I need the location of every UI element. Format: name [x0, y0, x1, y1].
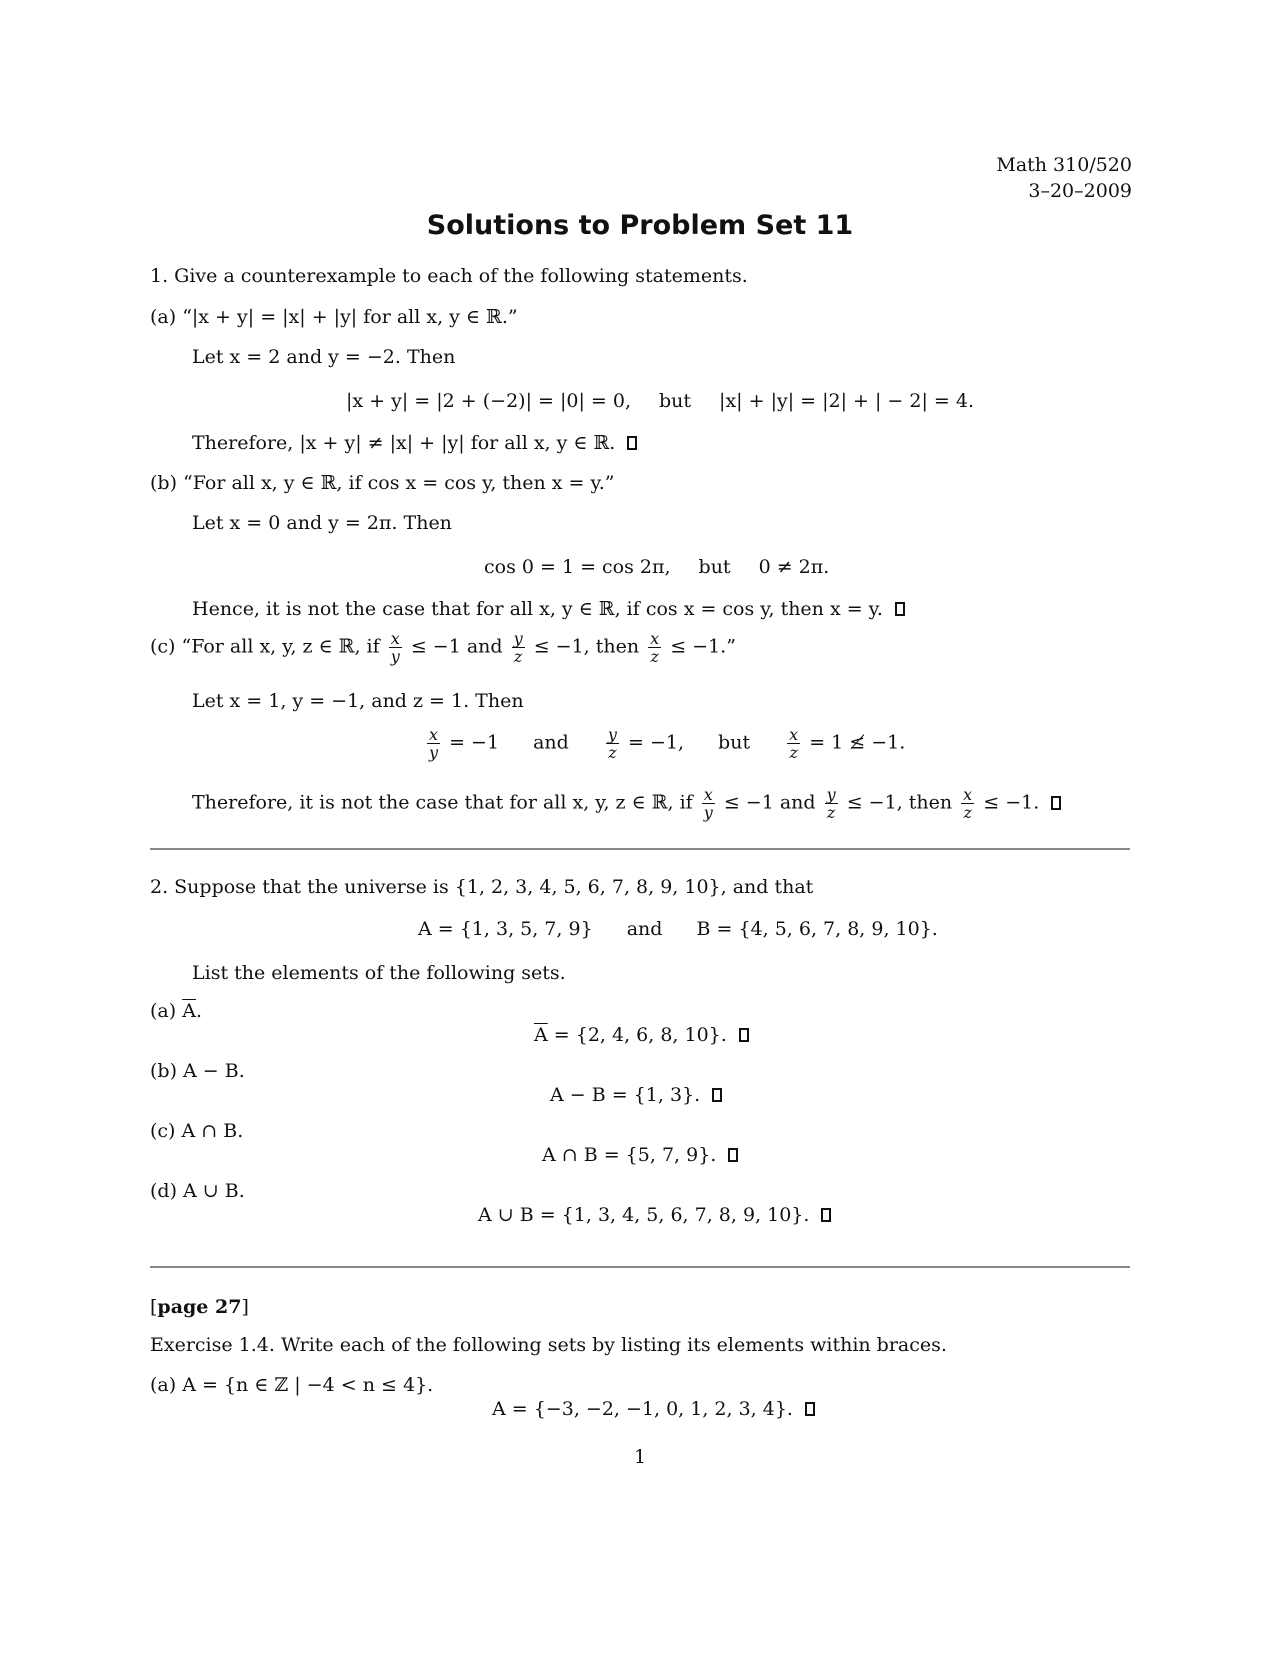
conclusion-mid1: ≤ −1 and: [723, 791, 816, 814]
qed-icon: [739, 1028, 749, 1042]
fraction-x-over-y: $\frac{x}{y}$: [390, 629, 400, 666]
problem-1b-conclusion: [192, 598, 905, 620]
display-and: and: [533, 731, 569, 754]
answer-rest: = {2, 4, 6, 8, 10}.: [547, 1024, 727, 1046]
problem-1c-let: Let x = 1, y = −1, and z = 1. Then: [192, 690, 524, 712]
page-reference: [150, 1296, 249, 1318]
problem-1a-label: (a) “|x + y| = |x| + |y| for all x, y ∈ ℝ.”: [150, 306, 518, 328]
problem-2c-answer: [542, 1144, 738, 1166]
page-title: Solutions to Problem Set 11: [426, 210, 854, 241]
fraction-x-over-z: $\frac{x}{z}$: [789, 725, 799, 762]
answer-text: A ∪ B = {1, 3, 4, 5, 6, 7, 8, 9, 10}.: [478, 1204, 810, 1226]
display-but: but: [698, 556, 731, 578]
conclusion-pre: Therefore, it is not the case that for all x, y, z ∈ ℝ, if: [192, 791, 693, 814]
problem-2b-label: (b) A − B.: [150, 1060, 245, 1082]
problem-1a-display: [346, 390, 974, 412]
conclusion-text: Therefore, |x + y| ≠ |x| + |y| for all x, y ∈ ℝ.: [192, 432, 616, 454]
problem-1-intro: 1. Give a counterexample to each of the following statements.: [150, 265, 748, 287]
fraction-y-over-z: $\frac{y}{z}$: [826, 785, 836, 822]
exercise-intro: Exercise 1.4. Write each of the following sets by listing its elements within braces.: [150, 1334, 947, 1356]
conclusion-text: Hence, it is not the case that for all x, y ∈ ℝ, if cos x = cos y, then x = y.: [192, 598, 883, 620]
label-pre: (a): [150, 1000, 177, 1022]
conclusion-mid2: ≤ −1, then: [846, 791, 953, 814]
exercise-a-label: (a) A = {n ∈ ℤ | −4 < n ≤ 4}.: [150, 1374, 434, 1396]
fraction-x-over-z: $\frac{x}{z}$: [963, 785, 973, 822]
sets-and: and: [626, 918, 663, 940]
problem-1b-let: Let x = 0 and y = 2π. Then: [192, 512, 452, 534]
label-mid1: ≤ −1 and: [410, 635, 503, 658]
label-post: ≤ −1.”: [670, 635, 736, 658]
qed-icon: [821, 1208, 831, 1222]
fraction-x-over-y: $\frac{x}{y}$: [429, 725, 439, 762]
problem-2c-label: (c) A ∩ B.: [150, 1120, 244, 1142]
problem-1b-display: [484, 556, 829, 578]
display-2: = −1,: [627, 731, 684, 754]
problem-2-intro: 2. Suppose that the universe is {1, 2, 3, 4, 5, 6, 7, 8, 9, 10}, and that: [150, 876, 814, 898]
qed-icon: [805, 1402, 815, 1416]
display-right: 0 ≠ 2π.: [758, 556, 830, 578]
fraction-y-over-z: $\frac{y}{z}$: [513, 629, 523, 666]
bracket-open: [: [150, 1296, 158, 1318]
fraction-y-over-z: $\frac{y}{z}$: [607, 725, 617, 762]
problem-2a-answer: [534, 1024, 749, 1046]
page-ref-text: page 27: [157, 1296, 242, 1318]
section-divider: [150, 1266, 1130, 1268]
answer-text: A − B = {1, 3}.: [550, 1084, 701, 1106]
problem-2-sets: [418, 918, 938, 940]
problem-2d-label: (d) A ∪ B.: [150, 1180, 245, 1202]
page-number: 1: [633, 1446, 647, 1468]
problem-1c-label: [150, 630, 736, 665]
label-mid2: ≤ −1, then: [533, 635, 640, 658]
problem-2a-label: (a) $\overline{A}$.: [150, 1000, 202, 1022]
date-label: 3–20–2009: [1028, 180, 1132, 202]
fraction-x-over-z: $\frac{x}{z}$: [650, 629, 660, 666]
bracket-close: ]: [241, 1296, 249, 1318]
label-pre: (c) “For all x, y, z ∈ ℝ, if: [150, 635, 380, 658]
set-a: A = {1, 3, 5, 7, 9}: [418, 918, 593, 940]
qed-icon: [712, 1088, 722, 1102]
display-but: but: [718, 731, 751, 754]
header-info: [996, 152, 1132, 204]
display-but: but: [659, 390, 692, 412]
exercise-a-answer: [492, 1398, 815, 1420]
complement-set: $\overline{A}$: [534, 1024, 548, 1046]
display-left: cos 0 = 1 = cos 2π,: [484, 556, 671, 578]
problem-1b-label: (b) “For all x, y ∈ ℝ, if cos x = cos y, then x = y.”: [150, 472, 615, 494]
conclusion-post: ≤ −1.: [983, 791, 1040, 814]
qed-icon: [627, 436, 637, 450]
complement-set: $\overline{A}$: [182, 1000, 196, 1022]
display-right: |x| + |y| = |2| + | − 2| = 4.: [719, 390, 975, 412]
answer-text: A = {−3, −2, −1, 0, 1, 2, 3, 4}.: [492, 1398, 793, 1420]
qed-icon: [728, 1148, 738, 1162]
display-1: = −1: [449, 731, 500, 754]
qed-icon: [895, 602, 905, 616]
problem-2-instruction: List the elements of the following sets.: [192, 962, 566, 984]
display-3: = 1 ≰ −1.: [809, 731, 906, 754]
problem-2d-answer: [478, 1204, 831, 1226]
problem-2b-answer: [550, 1084, 722, 1106]
problem-1c-conclusion: [192, 786, 1061, 821]
section-divider: [150, 848, 1130, 850]
course-label: Math 310/520: [996, 154, 1132, 176]
qed-icon: [1051, 796, 1061, 810]
fraction-x-over-y: $\frac{x}{y}$: [703, 785, 713, 822]
problem-1a-let: Let x = 2 and y = −2. Then: [192, 346, 456, 368]
answer-text: A ∩ B = {5, 7, 9}.: [542, 1144, 717, 1166]
problem-1a-conclusion: [192, 432, 637, 454]
display-left: |x + y| = |2 + (−2)| = |0| = 0,: [346, 390, 631, 412]
set-b: B = {4, 5, 6, 7, 8, 9, 10}.: [696, 918, 938, 940]
problem-1c-display: [424, 726, 905, 761]
